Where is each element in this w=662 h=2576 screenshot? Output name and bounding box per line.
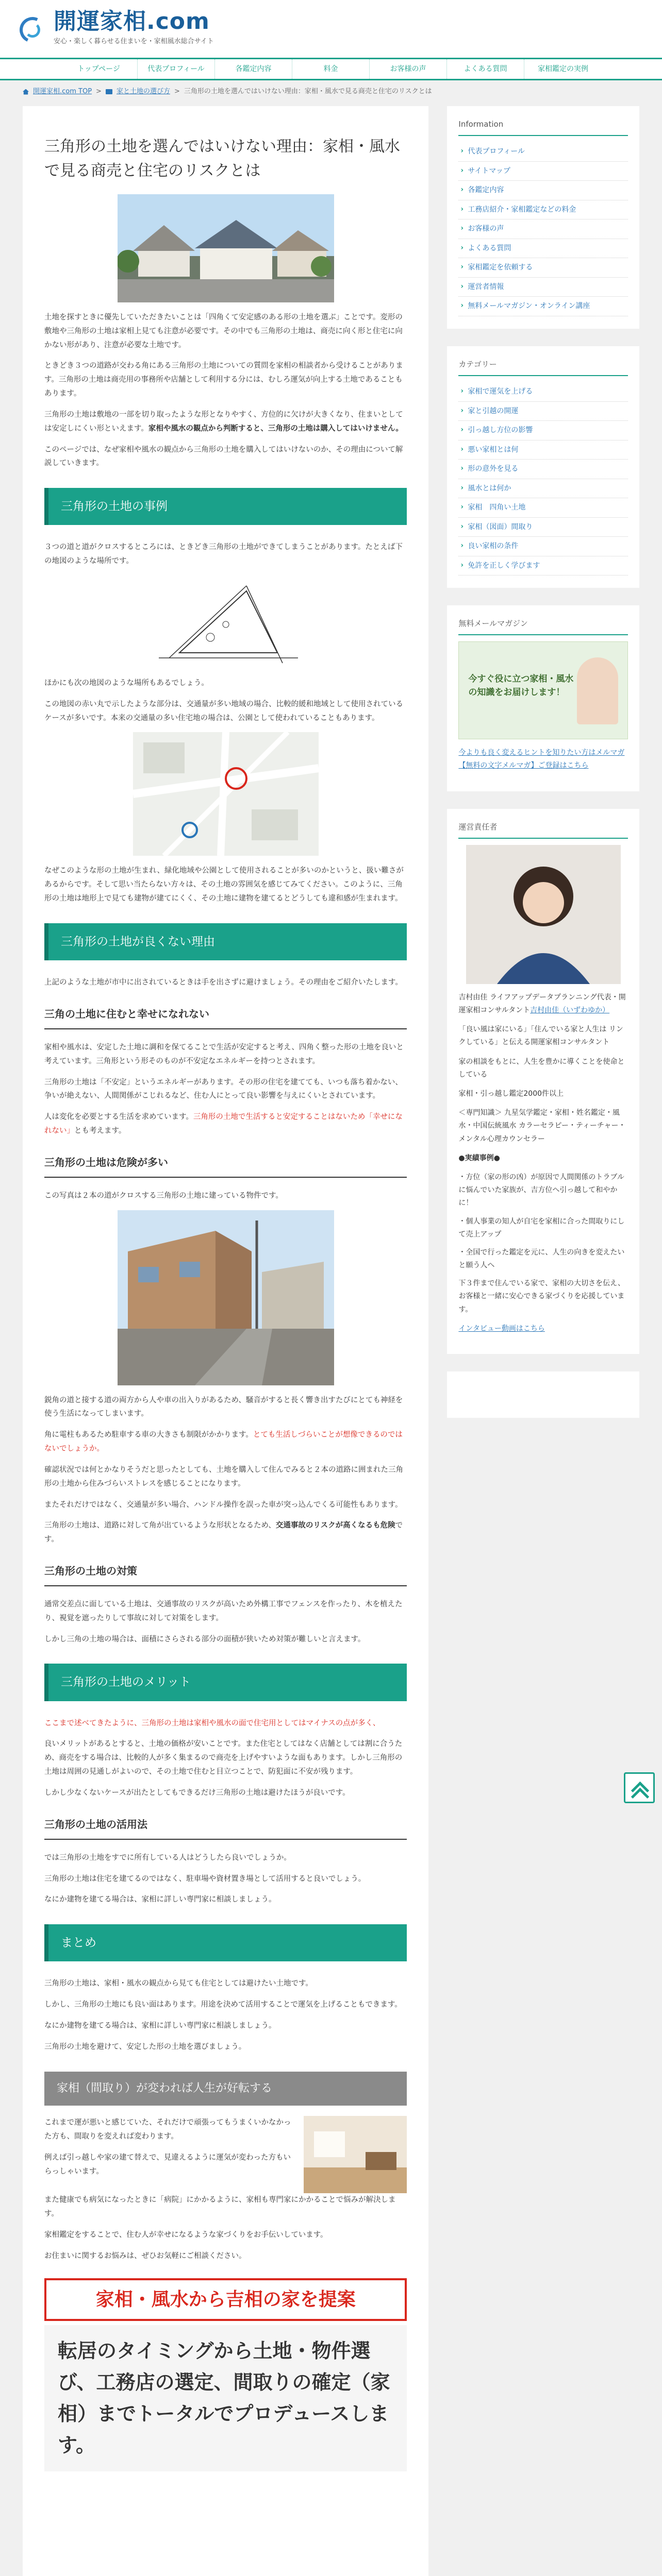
breadcrumb-home[interactable]: 開運家相.com TOP [33, 87, 92, 95]
case-paragraph: ３つの道と道がクロスするところには、ときどき三角形の土地ができてしまうことがあります。たとえば下の地図のような場所です。 [44, 543, 403, 566]
admin-photo [466, 845, 621, 984]
measure-paragraph: 通常交差点に面している土地は、交通事故のリスクが高いため外構工事でフェンスを作ったり、木を植えたり、視覚を遮ったりして事故に対して対策をします。 [44, 1600, 403, 1622]
breadcrumb-current: 三角形の土地を選んではいけない理由：家相・風水で見る商売と住宅のリスクとは [184, 87, 432, 95]
summary-paragraph: 三角形の土地を避けて、安定した形の土地を選びましょう。 [44, 2042, 246, 2051]
nav-profile[interactable]: 代表プロフィール [138, 59, 215, 79]
interview-link[interactable]: インタビュー動画はこちら [458, 1324, 545, 1333]
measure-paragraph: しかし三角の土地の場合は、面積にさらされる部分の面積が狭いため対策が難しいと言えます。 [44, 1635, 366, 1643]
woman-illustration [577, 657, 618, 724]
admin-paragraph: 下３件まで住んでいる家で、家相の大切さを伝え、お客様と一緒に安心できる家づくりを応援しています。 [458, 1279, 625, 1314]
sidebar-mag-title: 無料メールマガジン [458, 617, 628, 635]
luck-red-text: 三角形の土地で生活すると安定することはないため「幸せになれない」 [44, 1113, 403, 1135]
nav-top[interactable]: トップページ [60, 59, 138, 79]
sidebar-cat-item[interactable]: › 悪い家相とは何 [458, 440, 628, 460]
nav-examples[interactable]: 家相鑑定の実例 [538, 65, 588, 73]
article-main [23, 106, 428, 2576]
sidebar-magazine [447, 605, 639, 791]
street-map [133, 732, 319, 856]
subheading-luck: 三角の土地に住むと幸せになれない [44, 1005, 407, 1029]
sidebar-cat-item[interactable]: › 免許を正しく学びます [458, 556, 628, 576]
danger-paragraph: 角に電柱もあるため駐車する車の大きさも制限がかかります。とても生活しづらいことが想像できるのではないでしょうか。 [44, 1431, 403, 1453]
intro-paragraph: ときどき３つの道路が交わる角にある三角形の土地についての質問を家相の相談者から受けることがあります。三角形の土地は商売用の事務所や店舗として利用する分には、むしろ運気が向上する土地であることもあります。 [44, 362, 403, 398]
subheading-danger: 三角形の土地は危険が多い [44, 1154, 407, 1178]
merit-paragraph: しかし少なくないケースが出たとしてもできるだけ三角形の土地は避けたほうが良いです。 [44, 1788, 350, 1797]
layout-paragraph: 例えば引っ越しや家の建て替えで、見違えるように運気が変わった方もいらっしゃいます。 [44, 2153, 291, 2176]
triangle-house-photo [118, 1210, 334, 1385]
kasou-banner[interactable]: 家相・風水から吉相の家を提案 [44, 2278, 407, 2321]
sidebar-cat-item[interactable]: › 家と引越の開運 [458, 402, 628, 421]
danger-paragraph: またそれだけではなく、交通量が多い場合、ハンドル操作を誤った車が突っ込んでくる可能性もあります。 [44, 1500, 403, 1509]
luck-paragraph: 人は変化を必要とする生活を求めています。三角形の土地で生活すると安定することはないため「幸せになれない」とも考えます。 [44, 1113, 403, 1135]
danger-bold-text: 交通事故のリスクが高くなるも危険 [275, 1521, 395, 1530]
site-header [0, 0, 662, 58]
triangle-land-map [148, 575, 303, 668]
magazine-banner[interactable] [458, 641, 628, 739]
sidebar-cat-item[interactable]: › 家相（図面）間取り [458, 518, 628, 537]
jisseki-item: ・個人事業の知人が自宅を家相に合った間取りにして売上アップ [458, 1217, 625, 1239]
admin-paragraph: 「良い風は家にいる」「住んでいる家と人生は リンクしている」と伝える開運家相コンサルタント [458, 1025, 623, 1047]
admin-name-link[interactable]: 吉村由佳（いずわゆか） [530, 1006, 610, 1015]
interior-photo [304, 2116, 407, 2193]
sidebar-info-item[interactable]: › 各鑑定内容 [458, 181, 628, 200]
sidebar-info-item[interactable]: › よくある質問 [458, 239, 628, 259]
merit-red-paragraph: ここまで述べてきたように、三角形の土地は家相や風水の面で住宅用としてはマイナスの点が多く、 [44, 1719, 380, 1727]
case-paragraph: なぜこのような形の土地が生まれ、緑化地域や公園として使用されることが多いのかというと、扱い難さがあるからです。そして思い当たらない方々は、その土地の雰囲気を感じてみてください。このように、三角形の土地は地形上で見ても建物が建てにくく、その土地に建物を建てるとどうしても違和感が生まれます。 [44, 867, 404, 903]
layout-paragraph: お住まいに関するお悩みは、ぜひお気軽にご相談ください。 [44, 2251, 246, 2260]
nav-price[interactable]: 料金 [292, 59, 370, 79]
case-paragraph: この地図の赤い丸で示したような部分は、交通量が多い地域の場合、比較的緩和地域として使用されているケースが多いです。本来の交通量の多い住宅地の場合は、公園として使われていることもあります。 [44, 700, 403, 722]
admin-paragraph: ＜専門知識＞ 九星気学鑑定・家相・姓名鑑定・風水・中国伝統風水 カラーセラピー・ティーチャー・メンタル心理カウンセラー [458, 1109, 626, 1143]
section-heading-merit: 三角形の土地のメリット [44, 1664, 407, 1701]
breadcrumb-separator: > [174, 87, 180, 95]
back-to-top-icon[interactable] [624, 1772, 655, 1803]
layout-paragraph: これまで運が悪いと感じていた、それだけで頑張ってもうまくいかなかった方も、間取りを変えれば変わります。 [44, 2119, 291, 2141]
sidebar-cat-item[interactable]: › 引っ越し方位の影響 [458, 421, 628, 440]
danger-red-text: とても生活しづらいことが想像できるのではないでしょうか。 [44, 1431, 403, 1453]
home-icon [23, 89, 29, 95]
danger-paragraph: この写真は２本の道がクロスする三角形の土地に建っている物件です。 [44, 1191, 283, 1200]
jisseki-title: ●実績事例● [458, 1154, 500, 1162]
page-title: 三角形の土地を選んではいけない理由：家相・風水で見る商売と住宅のリスクとは [44, 138, 400, 180]
sidebar [447, 106, 639, 2576]
merit-paragraph: 良いメリットがあるとすると、土地の価格が安いことです。また住宅としてはなく店舗としては割に合うため、商売をする場合は、比較的人が多く集まるので商売を上げやすいような面もあります。しかし三角形の土地は周囲の見通しがよいので、その土地で住むと目立つことで、防犯面に不安が残ります。 [44, 1740, 403, 1776]
sidebar-admin-title: 運営責任者 [458, 820, 628, 839]
sidebar-cat-item[interactable]: › 風水とは何か [458, 479, 628, 499]
sidebar-info-item[interactable]: › 家相鑑定を依頼する [458, 258, 628, 278]
global-nav [0, 58, 662, 80]
layout-paragraph: 家相鑑定をすることで、住む人が幸せになるような家づくりをお手伝いしています。 [44, 2230, 328, 2239]
intro-bold: 家相や風水の観点から判断すると、三角形の土地は購入してはいけません。 [148, 424, 403, 433]
case-paragraph: ほかにも次の地図のような場所もあるでしょう。 [44, 679, 209, 687]
magazine-caption: 今すぐ役に立つ家相・風水の知識をお届けします！ [468, 674, 574, 698]
nav-voice[interactable]: お客様の声 [370, 59, 447, 79]
site-title[interactable]: 開運家相.com [54, 8, 210, 35]
breadcrumb-category[interactable]: 家と土地の選び方 [116, 87, 170, 95]
use-paragraph: では三角形の土地をすでに所有している人はどうしたら良いでしょうか。 [44, 1853, 291, 1862]
summary-paragraph: しかし、三角形の土地にも良い面はあります。用途を決めて活用することで運気を上げることもできます。 [44, 2001, 402, 2009]
sidebar-info-item[interactable]: › 無料メールマガジン・オンライン講座 [458, 297, 628, 316]
nav-services[interactable]: 各鑑定内容 [215, 59, 292, 79]
admin-paragraph: 家相・引っ越し鑑定2000件以上 [458, 1090, 564, 1098]
breadcrumb-separator: > [96, 87, 102, 95]
breadcrumb [0, 80, 662, 103]
bad-paragraph: 上記のような土地が市中に出されているときは手を出さずに避けましょう。その理由をご紹介いたします。 [44, 978, 403, 987]
section-heading-bad: 三角形の土地が良くない理由 [44, 923, 407, 960]
intro-paragraph: 三角形の土地は敷地の一部を切り取ったような形となりやすく、方位的に欠けが大きくなり、住まいとしては安定しにくい形といえます。家相や風水の観点から判断すると、三角形の土地は購入してはいけません。 [44, 410, 403, 433]
sidebar-info-item[interactable]: › お客様の声 [458, 219, 628, 239]
sidebar-info-item[interactable]: › 運営者情報 [458, 278, 628, 297]
magazine-link[interactable]: 今よりも良く変えるヒントを知りたい方はメルマガ【無料の文字メルマガ】ご登録はこちら [458, 749, 625, 770]
sidebar-cat-item[interactable]: › 良い家相の条件 [458, 537, 628, 556]
admin-paragraph: 家の相談をもとに、人生を豊かに導くことを使命としている [458, 1057, 625, 1079]
promo-text: 転居のタイミングから土地・物件選び、工務店の選定、間取りの確定（家相）までトータルでプロデュースします。 [44, 2325, 407, 2471]
folder-icon [106, 89, 112, 94]
layout-paragraph: また健康でも病気になったときに「病院」にかかるように、家相も専門家にかかることで悩みが解決します。 [44, 2196, 396, 2218]
sidebar-info-item[interactable]: › サイトマップ [458, 162, 628, 181]
danger-paragraph: 鋭角の道と接する道の両方から人や車の出入りがあるため、騒音がすると長く響き出すたびにとても神経を使う生活になってしまいます。 [44, 1396, 403, 1418]
danger-paragraph: 確認状況では何とかなりそうだと思ったとしても、土地を購入して住んでみると２本の道路に囲まれた三角形の土地から住みづらいストレスを感じることになります。 [44, 1465, 403, 1488]
intro-paragraph: 土地を探すときに優先していただきたいことは「四角くて安定感のある形の土地を選ぶ」ことです。変形の敷地や三角形の土地は家相上見ても注意が必要です。その中でも三角形の土地は、商売に向く形と住宅に向かない形があり、注意が必要な土地です。 [44, 313, 403, 349]
luck-paragraph: 三角形の土地は「不安定」というエネルギーがあります。その形の住宅を建てても、いつも落ち着かない、争いが絶えない、人間関係がこじれるなど、住む人にとって良い影響を与えにくいとされています。 [44, 1078, 403, 1100]
logo-icon[interactable] [18, 14, 47, 44]
subheading-use: 三角形の土地の活用法 [44, 1816, 407, 1840]
sidebar-info-title: Information [458, 117, 628, 136]
jisseki-item: ・全国で行った鑑定を元に、人生の向きを変えたいと願う人へ [458, 1248, 625, 1270]
admin-name-paragraph: 吉村由佳 ライフアップデータプランニング代表・開運家相コンサルタント吉村由佳（いずわゆか） [458, 993, 626, 1015]
sidebar-cat-item[interactable]: › 家相 四角い土地 [458, 498, 628, 518]
sidebar-info-item[interactable]: › 代表プロフィール [458, 142, 628, 162]
sidebar-empty-box [447, 1371, 639, 1418]
sidebar-info-item[interactable]: › 工務店紹介・家相鑑定などの料金 [458, 200, 628, 220]
nav-faq[interactable]: よくある質問 [447, 59, 524, 79]
houses-photo [118, 194, 334, 302]
sidebar-categories [447, 346, 639, 588]
section-heading-summary: まとめ [44, 1924, 407, 1961]
summary-paragraph: なにか建物を建てる場合は、家相に詳しい専門家に相談しましょう。 [44, 2022, 276, 2030]
section-heading-layout: 家相（間取り）が変われば人生が好転する [44, 2072, 407, 2106]
site-subtitle: 安心・楽しく暮らせる住まいを・家相風水総合サイト [54, 37, 214, 45]
sidebar-admin [447, 809, 639, 1354]
section-heading-case: 三角形の土地の事例 [44, 488, 407, 525]
sidebar-information [447, 106, 639, 329]
jisseki-item: ・方位（家の形の凶）が原因で人間関係のトラブルに悩んでいた家族が、吉方位へ引っ越して和やかに！ [458, 1173, 624, 1208]
use-paragraph: 三角形の土地は住宅を建てるのではなく、駐車場や資材置き場として活用すると良いでしょう。 [44, 1874, 366, 1883]
subheading-measure: 三角形の土地の対策 [44, 1562, 407, 1586]
sidebar-cat-item[interactable]: › 形の意外を見る [458, 460, 628, 479]
intro-paragraph: このページでは、なぜ家相や風水の観点から三角形の土地を購入してはいけないのか、その理由について解説していきます。 [44, 445, 403, 468]
sidebar-cat-item[interactable]: › 家相で運気を上げる [458, 382, 628, 402]
danger-paragraph: 三角形の土地は、道路に対して角が出ているような形状となるため、交通事故のリスクが高くなるも危険です。 [44, 1521, 403, 1544]
sidebar-cat-title: カテゴリー [458, 358, 628, 376]
use-paragraph: なにか建物を建てる場合は、家相に詳しい専門家に相談しましょう。 [44, 1895, 276, 1904]
summary-paragraph: 三角形の土地は、家相・風水の観点から見ても住宅としては避けたい土地です。 [44, 1979, 313, 1988]
luck-paragraph: 家相や風水は、安定した土地に調和を保てることで生活が安定すると考え、四角く整った形の土地を良いと考えています。三角形という形そのものが不安定なエネルギーを持つとされます。 [44, 1043, 404, 1065]
